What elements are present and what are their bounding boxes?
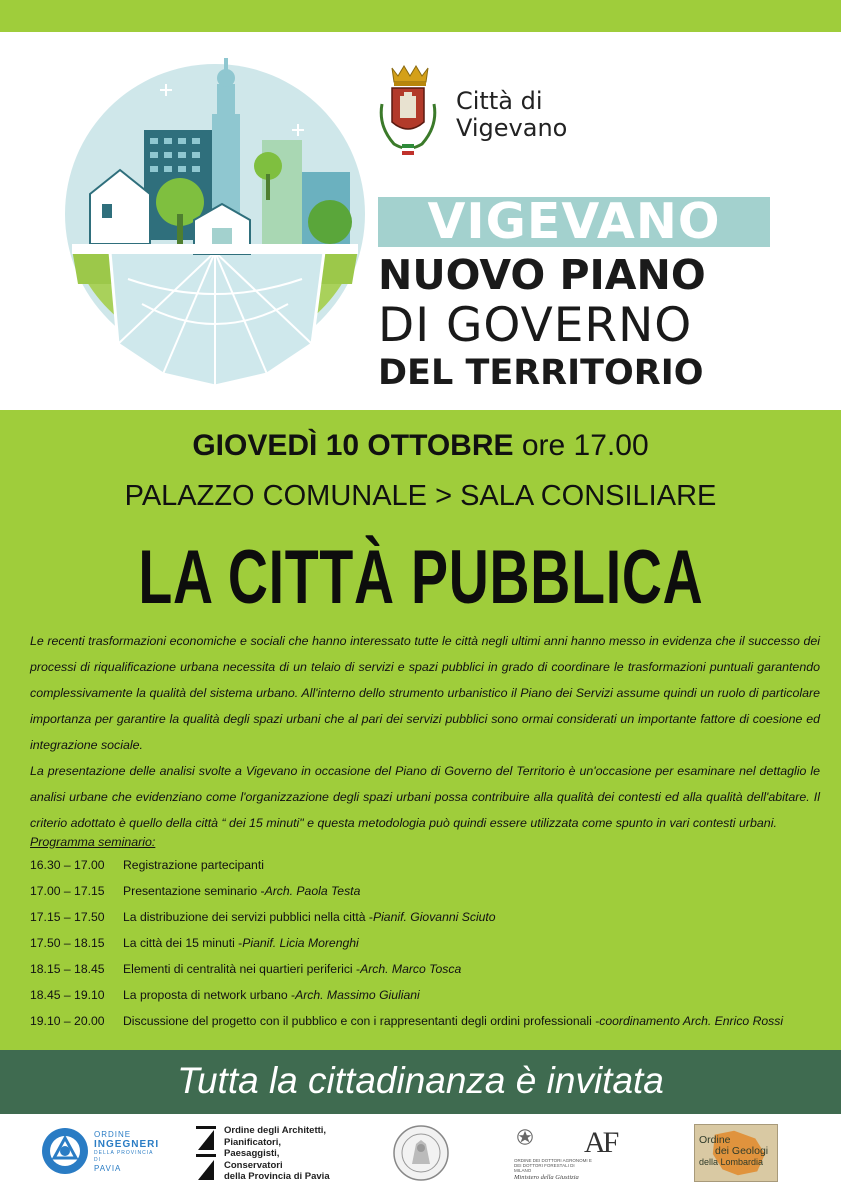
- architetti-line: Conservatori: [224, 1159, 283, 1171]
- logo-ordine-ingegneri: [40, 1124, 160, 1180]
- program-row: [30, 878, 820, 904]
- geologi-line1: Ordine: [699, 1134, 731, 1146]
- program-time: 18.45 – 19.10: [30, 988, 105, 1002]
- description-paragraph-1: Le recenti trasformazioni economiche e sociali che hanno interessato tutte le città negli ultimi anni hanno messo in evidenza che il successo dei processi di riqualificazione urbana necessita di un telaio di servizi e spazi pubblici in grado di coordinare le trasformazioni puntuali garantendo complessivamente la qualità del sistema urbano. All'interno dello strumento urbanistico il Piano dei Servizi assume quindi un ruolo di particolare importanza per garantire la qualità degli spazi urbani che al pari dei servizi pubblici sono ormai considerati un importante fattore di coesione ed integrazione sociale.: [30, 634, 820, 752]
- program-row: [30, 982, 820, 1008]
- architetti-text: [224, 1125, 348, 1183]
- geologi-line2: dei Geologi: [715, 1145, 769, 1157]
- program-row: [30, 956, 820, 982]
- program-time: 18.15 – 18.45: [30, 962, 105, 976]
- architetti-line: Pianificatori,: [224, 1136, 282, 1148]
- event-date: [0, 428, 841, 464]
- event-place: PALAZZO COMUNALE > SALA CONSILIARE: [124, 480, 717, 512]
- invite-text: Tutta la cittadinanza è invitata: [177, 1060, 664, 1101]
- architetti-mark-icon: [196, 1124, 218, 1184]
- program-desc: La proposta di network urbano -: [123, 988, 296, 1002]
- ingegneri-line1: ORDINE: [94, 1130, 132, 1139]
- program-time: 17.00 – 17.15: [30, 884, 105, 898]
- program-speaker: Pianif. Giovanni Sciuto: [372, 910, 496, 924]
- architetti-line: Paesaggisti,: [224, 1148, 280, 1159]
- title-di-governo: DI GOVERNO: [378, 298, 693, 353]
- title-del-territorio: DEL TERRITORIO: [378, 353, 704, 393]
- ingegneri-emblem-icon: [40, 1126, 90, 1176]
- program-title: Programma seminario:: [30, 835, 156, 849]
- program-time: 16.30 – 17.00: [30, 858, 105, 872]
- architetti-line: della Provincia di Pavia: [224, 1171, 330, 1182]
- event-time: ore 17.00: [513, 429, 649, 462]
- description: [30, 628, 820, 836]
- city-name-line2: Vigevano: [456, 114, 568, 142]
- geologi-text: [699, 1135, 768, 1168]
- title-nuovo-piano: NUOVO PIANO: [378, 251, 706, 299]
- ingegneri-text: [94, 1130, 160, 1174]
- description-paragraph-2: La presentazione delle analisi svolte a Vigevano in occasione del Piano di Governo del Territorio è un'occasione per esaminare nel dettaglio le analisi urbane che evidenziano come l'organizzazione degli spazi urbani possa contribuire alla qualità dei contesti ed alla qualità dell'abitare. Il criterio adottato è quello della città “ dei 15 minuti" e questa metodologia può quindi essere utilizzata come spunto in vari contesti urbani.: [30, 764, 820, 830]
- italy-emblem-icon: [516, 1128, 534, 1146]
- agronomi-af-mark: AF: [584, 1126, 617, 1159]
- ministero-text: Ministero della Giustizia: [514, 1174, 579, 1181]
- program-desc: Discussione del progetto con il pubblico e con i rappresentanti degli ordini professionali -: [123, 1014, 600, 1028]
- program-time: 19.10 – 20.00: [30, 1014, 105, 1028]
- city-illustration-logo: [62, 44, 368, 394]
- program-desc: La distribuzione dei servizi pubblici nella città -: [123, 910, 373, 924]
- vigevano-crest-icon: [374, 64, 442, 160]
- city-name: [456, 88, 567, 142]
- program-row: [30, 852, 820, 878]
- program-row: [30, 1008, 820, 1034]
- program-speaker: Arch. Marco Tosca: [360, 962, 462, 976]
- logo-ordine-architetti: [196, 1124, 346, 1184]
- ingegneri-line2: INGEGNERI: [94, 1139, 160, 1150]
- program-desc: Presentazione seminario -: [123, 884, 265, 898]
- program-row: [30, 930, 820, 956]
- ingegneri-line4: PAVIA: [94, 1164, 122, 1173]
- title-vigevano: VIGEVANO: [378, 197, 770, 247]
- program-speaker: Arch. Massimo Giuliani: [295, 988, 420, 1002]
- ingegneri-line3: DELLA PROVINCIA DI: [94, 1150, 154, 1163]
- program-desc: Elementi di centralità nei quartieri periferici -: [123, 962, 361, 976]
- event-title: LA CITTÀ PUBBLICA: [138, 535, 704, 620]
- program-list: [30, 852, 820, 1034]
- agronomi-text: ORDINE DEI DOTTORI AGRONOMI E DEI DOTTORI FORESTALI DI MILANO: [514, 1158, 592, 1173]
- program-desc: Registrazione partecipanti: [123, 858, 264, 872]
- geologi-line3: della Lombardia: [699, 1157, 764, 1167]
- program-speaker: Pianif. Licia Morenghi: [242, 936, 359, 950]
- logo-ordine-agronomi: [510, 1124, 620, 1186]
- program-time: 17.15 – 17.50: [30, 910, 105, 924]
- program-row: [30, 904, 820, 930]
- event-date-bold: GIOVEDÌ 10 OTTOBRE: [192, 429, 514, 462]
- top-green-strip: [0, 0, 841, 32]
- architetti-line: Ordine degli Architetti,: [224, 1125, 327, 1136]
- program-speaker: coordinamento Arch. Enrico Rossi: [599, 1014, 784, 1028]
- program-speaker: Arch. Paola Testa: [264, 884, 361, 898]
- official-seal-icon: [392, 1124, 450, 1182]
- program-desc: La città dei 15 minuti -: [123, 936, 243, 950]
- program-time: 17.50 – 18.15: [30, 936, 105, 950]
- city-name-line1: Città di: [456, 87, 543, 115]
- logo-ordine-geologi: [694, 1124, 778, 1182]
